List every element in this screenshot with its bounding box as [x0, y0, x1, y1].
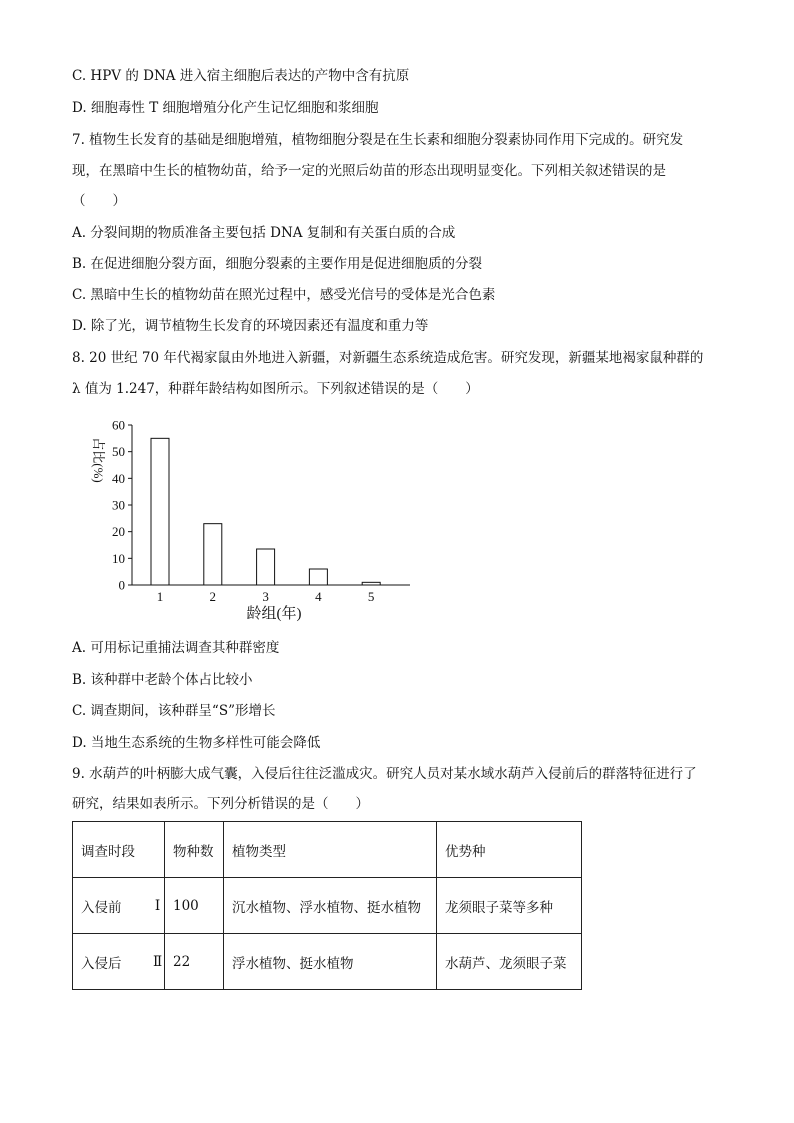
y-axis-ticks — [112, 418, 132, 593]
cell-dominant-species: 水葫芦、龙须眼子菜 — [437, 934, 582, 990]
cell-period-code: Ⅱ — [151, 934, 164, 990]
q8-option-c: C. 调查期间，该种群呈“S”形增长 — [72, 703, 276, 719]
x-tick-label: 5 — [367, 589, 375, 604]
chart-bars — [151, 438, 380, 585]
bar — [257, 549, 275, 585]
y-tick-label: 50 — [112, 444, 125, 460]
q7-stem-line2: 现，在黑暗中生长的植物幼苗，给予一定的光照后幼苗的形态出现明显变化。下列相关叙述错误的是 — [72, 163, 666, 179]
q8-option-a: A. 可用标记重捕法调查其种群密度 — [72, 640, 280, 656]
table-row — [73, 878, 582, 934]
survey-table — [72, 821, 582, 990]
y-tick-label: 30 — [112, 497, 125, 513]
x-tick-label: 4 — [315, 589, 322, 604]
x-axis-label: 龄组(年) — [246, 606, 302, 622]
y-tick-label: 40 — [112, 470, 125, 486]
cell-plant-type: 浮水植物、挺水植物 — [224, 934, 437, 990]
q6-option-d: D. 细胞毒性 T 细胞增殖分化产生记忆细胞和浆细胞 — [72, 100, 379, 116]
header-plant-type: 植物类型 — [224, 822, 437, 878]
q7-stem-line1: 7. 植物生长发育的基础是细胞增殖，植物细胞分裂是在生长素和细胞分裂素协同作用下完成的。研究发 — [72, 132, 684, 148]
header-dominant-species: 优势种 — [437, 822, 582, 878]
y-tick-label: 10 — [112, 550, 125, 566]
x-axis-ticks — [157, 589, 375, 604]
cell-species-count: 100 — [165, 878, 224, 934]
x-tick-label: 2 — [209, 589, 217, 604]
cell-period: 入侵前 — [73, 878, 152, 934]
cell-species-count: 22 — [165, 934, 224, 990]
bar — [151, 438, 169, 585]
q8-stem-line2: λ 值为 1.247，种群年龄结构如图所示。下列叙述错误的是（ ） — [72, 381, 479, 397]
x-tick-label: 1 — [156, 589, 164, 604]
q8-option-b: B. 该种群中老龄个体占比较小 — [72, 672, 253, 688]
bar — [204, 524, 222, 585]
q7-option-d: D. 除了光，调节植物生长发育的环境因素还有温度和重力等 — [72, 318, 429, 334]
cell-plant-type: 沉水植物、浮水植物、挺水植物 — [224, 878, 437, 934]
y-tick-label: 20 — [112, 524, 125, 540]
header-species-count: 物种数 — [165, 822, 224, 878]
q7-answer-blank: （ ） — [72, 193, 126, 209]
cell-dominant-species: 龙须眼子菜等多种 — [437, 878, 582, 934]
q7-option-c: C. 黑暗中生长的植物幼苗在照光过程中，感受光信号的受体是光合色素 — [72, 287, 496, 303]
q8-stem-line1: 8. 20 世纪 70 年代褐家鼠由外地进入新疆，对新疆生态系统造成危害。研究发现，新疆某地褐家鼠种群的 — [72, 350, 704, 366]
q8-option-d: D. 当地生态系统的生物多样性可能会降低 — [72, 735, 321, 751]
y-tick-label: 0 — [118, 577, 125, 593]
table-row — [73, 934, 582, 990]
q7-option-a: A. 分裂间期的物质准备主要包括 DNA 复制和有关蛋白质的合成 — [72, 225, 456, 241]
header-period: 调查时段 — [73, 822, 165, 878]
x-tick-label: 3 — [262, 589, 269, 604]
cell-period: 入侵后 — [73, 934, 152, 990]
age-structure-chart — [80, 412, 430, 627]
bar — [309, 569, 327, 585]
y-axis-label: 占比(%) — [91, 437, 106, 483]
cell-period-code: I — [151, 878, 164, 934]
q6-option-c: C. HPV 的 DNA 进入宿主细胞后表达的产物中含有抗原 — [72, 68, 410, 84]
table-header-row — [73, 822, 582, 878]
y-tick-label: 60 — [112, 417, 125, 433]
q9-stem-line2: 研究，结果如表所示。下列分析错误的是（ ） — [72, 796, 369, 812]
q9-stem-line1: 9. 水葫芦的叶柄膨大成气囊，入侵后往往泛滥成灾。研究人员对某水域水葫芦入侵前后的群落特征进行了 — [72, 766, 697, 782]
q7-option-b: B. 在促进细胞分裂方面，细胞分裂素的主要作用是促进细胞质的分裂 — [72, 256, 483, 272]
